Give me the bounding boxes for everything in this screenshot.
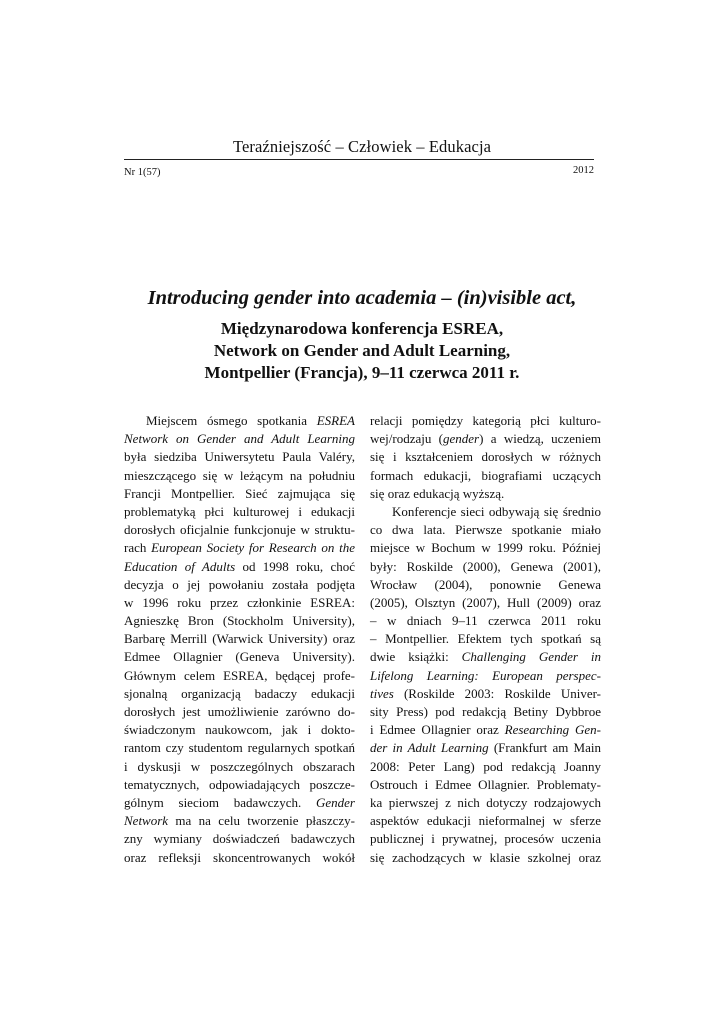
text-run: Wrocław (2004), ponownie Genewa bbox=[370, 576, 601, 592]
text-run: rach bbox=[124, 540, 152, 556]
italic-text: Gender bbox=[316, 794, 355, 810]
text-line bbox=[124, 703, 355, 721]
text-run: (2005), Olsztyn (2007), Hull (2009) oraz bbox=[370, 594, 601, 610]
text-run: Konferencje sieci odbywają się średnio bbox=[392, 503, 601, 519]
text-line bbox=[124, 648, 355, 666]
text-run: – Montpellier. Efektem tych spotkań są bbox=[370, 631, 601, 647]
text-run: się zachodzących w klasie szkolnej oraz bbox=[370, 849, 601, 865]
text-run: ka pierwszej z nich dotyczy rodzajowych bbox=[370, 794, 601, 810]
text-run: świadczonym naukowcom, jak i dokto- bbox=[124, 722, 355, 738]
text-line bbox=[370, 576, 601, 594]
text-line bbox=[124, 667, 355, 685]
text-run: miejsce w Bochum w 1999 roku. Później bbox=[370, 540, 601, 556]
text-line bbox=[124, 721, 355, 739]
text-run: były: Roskilde (2000), Genewa (2001), bbox=[370, 558, 601, 574]
text-line bbox=[370, 430, 601, 448]
text-line bbox=[124, 485, 355, 503]
text-line bbox=[124, 685, 355, 703]
text-line bbox=[124, 448, 355, 466]
text-line bbox=[124, 794, 355, 812]
text-line bbox=[370, 467, 601, 485]
text-line bbox=[370, 776, 601, 794]
italic-text: gender bbox=[443, 431, 480, 447]
text-line bbox=[124, 558, 355, 576]
text-line bbox=[370, 812, 601, 830]
text-line bbox=[370, 521, 601, 539]
italic-text: tives bbox=[370, 685, 394, 701]
text-run: ma na celu tworzenie płaszczy- bbox=[168, 813, 355, 829]
text-run: od 1998 roku, choć bbox=[235, 558, 355, 574]
article-subtitle bbox=[100, 318, 624, 384]
text-line bbox=[124, 830, 355, 848]
italic-text: Researching Gen- bbox=[504, 722, 601, 738]
text-line bbox=[370, 503, 601, 521]
text-line bbox=[124, 739, 355, 757]
text-run: co dwa lata. Pierwsze spotkanie miało bbox=[370, 522, 601, 538]
right-text-column bbox=[370, 412, 601, 867]
text-run: sjonalną organizacją badaczy edukacji bbox=[124, 685, 355, 701]
text-line bbox=[124, 776, 355, 794]
text-run: się i kształceniem dorosłych w różnych bbox=[370, 449, 601, 465]
text-run: Ostrouch i Edmee Ollagnier. Problematy- bbox=[370, 776, 601, 792]
italic-text: ESREA bbox=[316, 413, 355, 428]
text-run: mieszczącego się w leżącym na południu bbox=[124, 467, 355, 483]
text-line bbox=[370, 648, 601, 666]
text-line bbox=[370, 739, 601, 757]
text-run: Miejscem ósmego spotkania bbox=[146, 413, 317, 428]
text-run: publicznej i prywatnej, procesów uczenia bbox=[370, 831, 601, 847]
text-run: ) a wiedzą, uczeniem bbox=[479, 431, 601, 447]
text-line bbox=[370, 412, 601, 430]
subtitle-line: Montpellier (Francja), 9–11 czerwca 2011 r. bbox=[204, 363, 520, 382]
text-run: zny wymiany doświadczeń badawczych bbox=[124, 831, 355, 847]
text-run: dorosłych oficjalnie funkcjonuje w struktu- bbox=[124, 522, 355, 538]
text-line bbox=[370, 485, 601, 503]
text-run: Barbarę Merrill (Warwick University) oraz bbox=[124, 631, 355, 647]
text-line bbox=[370, 630, 601, 648]
text-run: dorosłych jest umożliwienie zarówno do- bbox=[124, 704, 355, 719]
text-run: i dyskusji w poszczególnych obszarach bbox=[124, 758, 355, 774]
text-run: sity Press) pod redakcją Betiny Dybbroe bbox=[370, 704, 601, 719]
italic-text: Network on Gender and Adult Learning bbox=[124, 431, 355, 447]
text-run: w 1996 roku przez członkinie ESREA: bbox=[124, 594, 355, 610]
italic-text: Lifelong Learning: European perspec- bbox=[370, 667, 601, 683]
text-line bbox=[370, 794, 601, 812]
italic-text: Education of Adults bbox=[124, 558, 236, 574]
text-run: i Edmee Ollagnier oraz bbox=[370, 722, 505, 738]
text-run: relacji pomiędzy kategorią płci kulturo- bbox=[370, 413, 601, 428]
text-line bbox=[370, 721, 601, 739]
text-line bbox=[124, 594, 355, 612]
italic-text: Network bbox=[124, 813, 169, 829]
text-line bbox=[370, 558, 601, 576]
text-run: oraz refleksji skoncentrowanych wokół bbox=[124, 849, 355, 865]
issue-number: Nr 1(57) bbox=[124, 167, 161, 178]
text-line bbox=[370, 685, 601, 703]
text-run: Głównym celem ESREA, będącej profe- bbox=[124, 667, 355, 683]
text-line bbox=[370, 539, 601, 557]
text-line bbox=[124, 849, 355, 867]
italic-text: Challenging Gender in bbox=[461, 649, 601, 665]
text-line bbox=[370, 703, 601, 721]
text-run: była siedziba Uniwersytetu Paula Valéry, bbox=[124, 449, 355, 465]
text-line bbox=[370, 612, 601, 630]
text-run: tematycznych, odpowiadających poszcze- bbox=[124, 776, 355, 792]
text-run: Francji Montpellier. Sieć zajmująca się bbox=[124, 485, 355, 501]
italic-text: der in Adult Learning bbox=[370, 740, 489, 756]
text-line bbox=[124, 467, 355, 485]
text-line bbox=[370, 849, 601, 867]
text-line bbox=[124, 503, 355, 521]
text-run: formach edukacji, biografiami uczących bbox=[370, 467, 601, 483]
text-line bbox=[370, 594, 601, 612]
text-line bbox=[124, 630, 355, 648]
text-run: – w dniach 9–11 czerwca 2011 roku bbox=[370, 613, 601, 629]
text-run: gólnym sieciom badawczych. bbox=[124, 794, 316, 810]
issue-year: 2012 bbox=[573, 165, 594, 176]
text-line bbox=[124, 758, 355, 776]
text-line bbox=[124, 521, 355, 539]
text-run: Edmee Ollagnier (Geneva University). bbox=[124, 649, 355, 665]
text-line bbox=[124, 612, 355, 630]
text-run: aspektów edukacji nieformalnej w sferze bbox=[370, 813, 601, 829]
text-run: (Frankfurt am Main bbox=[488, 740, 601, 756]
text-line bbox=[124, 539, 355, 557]
text-run: Agnieszkę Bron (Stockholm University), bbox=[124, 613, 355, 629]
text-line bbox=[370, 448, 601, 466]
italic-text: European Society for Research on the bbox=[151, 540, 356, 556]
text-run: 2008: Peter Lang) pod redakcją Joanny bbox=[370, 758, 601, 774]
header-rule bbox=[124, 159, 594, 160]
text-run: problematyką płci kulturowej i edukacji bbox=[124, 503, 355, 519]
text-line bbox=[124, 412, 355, 430]
text-run: (Roskilde 2003: Roskilde Univer- bbox=[393, 685, 601, 701]
subtitle-line: Międzynarodowa konferencja ESREA, bbox=[220, 319, 504, 338]
text-run: decyzja o jej powołaniu została podjęta bbox=[124, 576, 355, 592]
text-line bbox=[124, 812, 355, 830]
text-line bbox=[370, 667, 601, 685]
text-run: wej/rodzaju ( bbox=[370, 431, 443, 447]
left-text-column bbox=[124, 412, 355, 867]
text-line bbox=[124, 430, 355, 448]
article-title: Introducing gender into academia – (in)visible act, bbox=[147, 287, 577, 309]
text-run: się oraz edukacją wyższą. bbox=[370, 485, 505, 501]
text-line bbox=[124, 576, 355, 594]
text-line bbox=[370, 758, 601, 776]
text-run: dwie książki: bbox=[370, 649, 462, 665]
text-run: rantom czy studentom regularnych spotkań bbox=[124, 740, 355, 756]
text-line bbox=[370, 830, 601, 848]
subtitle-line: Network on Gender and Adult Learning, bbox=[213, 341, 511, 360]
journal-title: Teraźniejszość – Człowiek – Edukacja bbox=[232, 137, 492, 156]
